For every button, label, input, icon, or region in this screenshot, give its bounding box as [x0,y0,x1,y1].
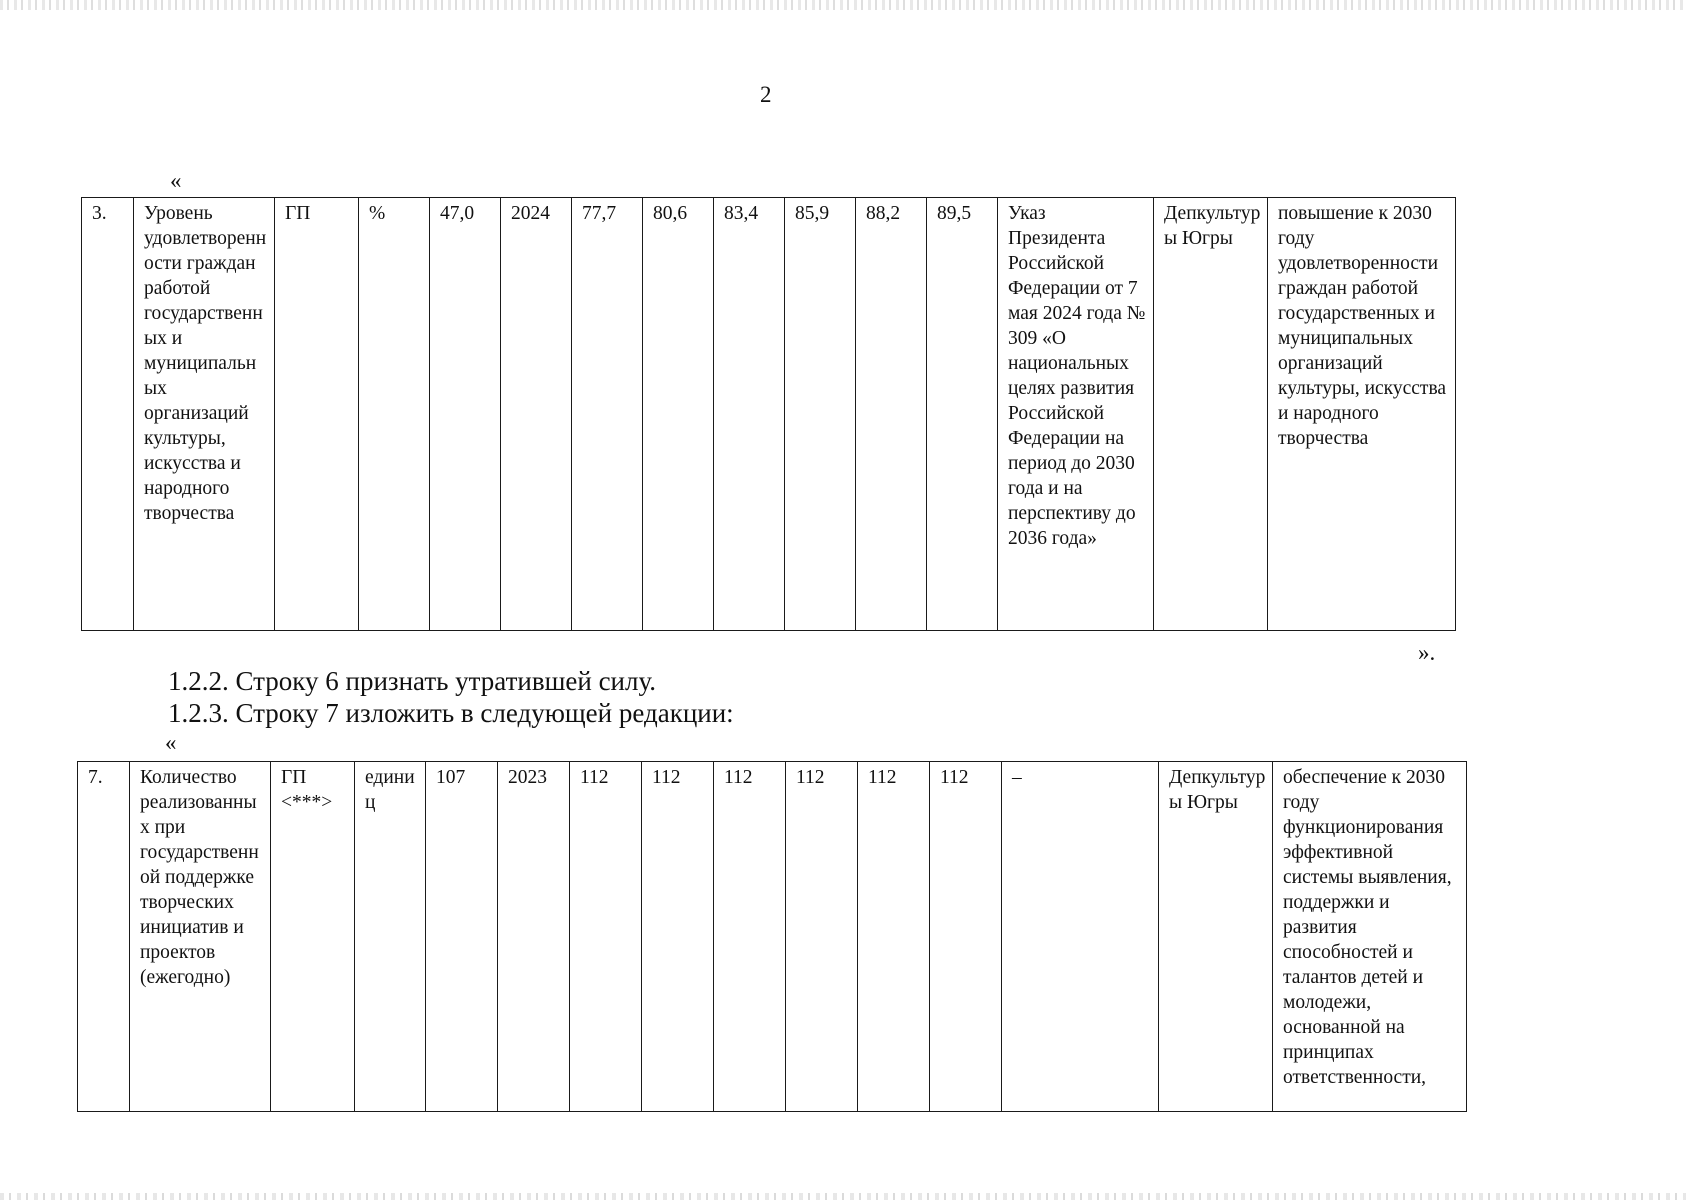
value-cell: 77,7 [572,198,643,631]
row-number: 7. [78,762,130,1112]
base-year: 2023 [498,762,570,1112]
value-cell: 89,5 [927,198,998,631]
value-cell: 88,2 [856,198,927,631]
row-number: 3. [82,198,134,631]
unit: % [359,198,430,631]
goal-description: обеспечение к 2030 году функционирования эффективной системы выявления, поддержки и развития способностей и талантов детей и молодежи, основанной на принципах ответственности, [1273,762,1467,1112]
indicator-table-row-3 [81,197,1456,631]
unit: единиц [355,762,426,1112]
value-cell: 85,9 [785,198,856,631]
indicator-level: ГП <***> [271,762,355,1112]
paragraph-1-2-2: 1.2.2. Строку 6 признать утратившей силу. [168,666,657,696]
source-document: – [1002,762,1159,1112]
base-value: 107 [426,762,498,1112]
responsible-body: Депкультуры Югры [1159,762,1273,1112]
scan-edge-bottom [0,1193,1686,1200]
scan-edge-top [0,0,1686,10]
responsible-body: Депкультуры Югры [1154,198,1268,631]
source-document: Указ Президента Российской Федерации от 7 мая 2024 года № 309 «О национальных целях развития Российской Федерации на период до 2030 года и на перспективу до 2036 года» [998,198,1154,631]
table-row [82,198,1456,631]
indicator-table-row-7 [77,761,1467,1112]
value-cell: 112 [858,762,930,1112]
value-cell: 83,4 [714,198,785,631]
value-cell: 80,6 [643,198,714,631]
indicator-level: ГП [275,198,359,631]
paragraph-1-2-3: 1.2.3. Строку 7 изложить в следующей редакции: [168,698,734,728]
value-cell: 112 [570,762,642,1112]
value-cell: 112 [714,762,786,1112]
opening-quote: « [165,730,177,755]
indicator-name: Количество реализованных при государственной поддержке творческих инициатив и проектов (ежегодно) [130,762,271,1112]
base-year: 2024 [501,198,572,631]
indicator-name: Уровень удовлетворенности граждан работой государственных и муниципальных организаций культуры, искусства и народного творчества [134,198,275,631]
closing-quote: ». [1418,640,1436,665]
goal-description: повышение к 2030 году удовлетворенности граждан работой государственных и муниципальных организаций культуры, искусства и народного творчества [1268,198,1456,631]
base-value: 47,0 [430,198,501,631]
value-cell: 112 [930,762,1002,1112]
opening-quote: « [170,168,182,193]
value-cell: 112 [786,762,858,1112]
value-cell: 112 [642,762,714,1112]
page-number: 2 [760,82,772,107]
table-row [78,762,1467,1112]
